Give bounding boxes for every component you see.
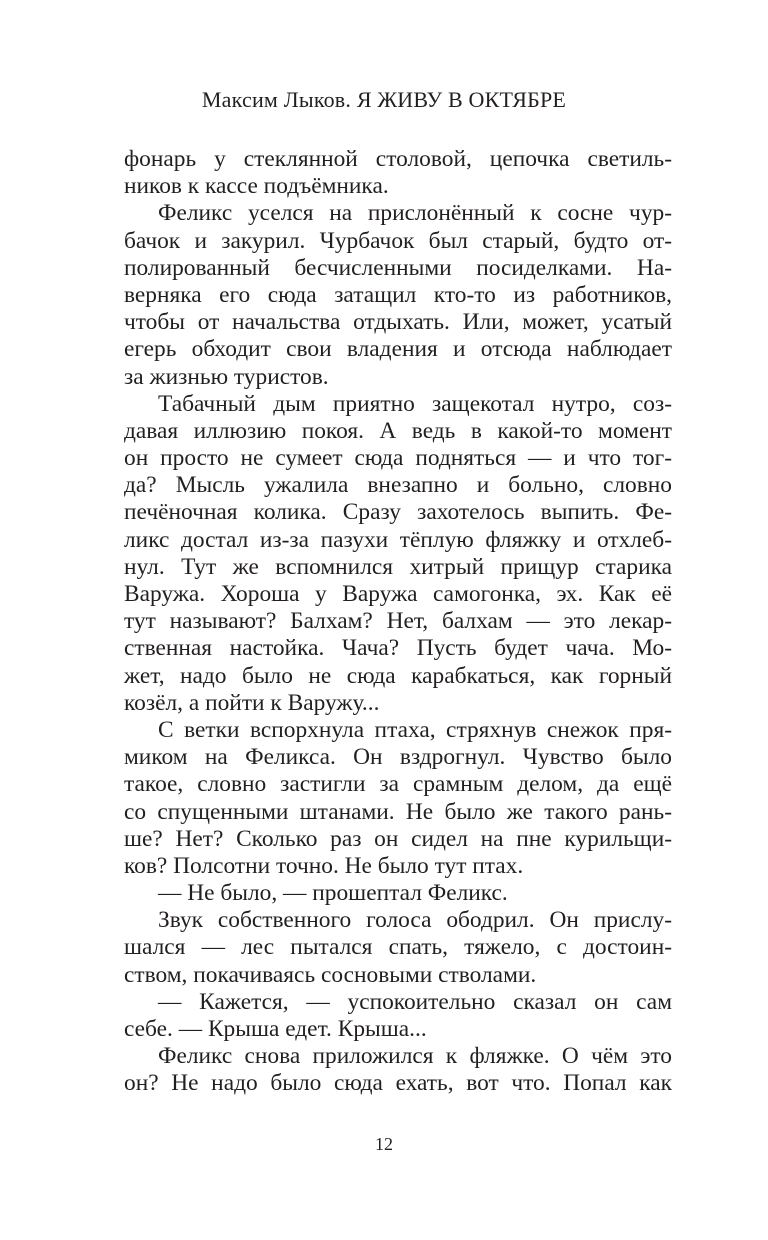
- text-line: полированный бесчисленными посиделками. На-: [124, 254, 672, 281]
- text-line: миком на Феликса. Он вздрогнул. Чувство было: [124, 744, 672, 771]
- paragraph: [124, 880, 672, 907]
- text-line: шался — лес пытался спать, тяжело, с достоин-: [124, 934, 672, 961]
- text-line: чтобы от начальства отдыхать. Или, может, усатый: [124, 309, 672, 336]
- text-line: ше? Нет? Сколько раз он сидел на пне курильщи-: [124, 825, 672, 852]
- text-line: себе. — Крыша едет. Крыша...: [124, 1016, 427, 1042]
- text-line: тут называют? Балхам? Нет, балхам — это лекар-: [124, 608, 672, 635]
- text-line: да? Мысль ужалила внезапно и больно, словно: [124, 472, 672, 499]
- text-line: козёл, а пойти к Варужу...: [124, 689, 380, 716]
- paragraph: [124, 200, 672, 390]
- text-line: ством, покачиваясь сосновыми стволами.: [124, 961, 537, 988]
- paragraph: [124, 989, 672, 1043]
- paragraph: [124, 717, 672, 880]
- paragraph: [124, 146, 672, 200]
- text-line: такое, словно застигли за срамным делом, да ещё: [124, 771, 672, 798]
- text-line: он? Не надо было сюда ехать, вот что. Попал как: [124, 1070, 672, 1097]
- text-line: фонарь у стеклянной столовой, цепочка светиль-: [124, 146, 672, 172]
- paragraph: [124, 1043, 672, 1097]
- page-number: 12: [375, 1134, 393, 1154]
- text-line: жет, надо было не сюда карабкаться, как горный: [124, 662, 672, 689]
- text-line: ственная настойка. Чача? Пусть будет чача. Мо-: [124, 635, 672, 662]
- text-line: он просто не сумеет сюда подняться — и что тог-: [124, 445, 672, 472]
- paragraph: [124, 907, 672, 989]
- running-head-title: Я ЖИВУ В ОКТЯБРЕ: [356, 87, 567, 112]
- running-head-author: Максим Лыков: [201, 87, 346, 112]
- text-line: Варужа. Хороша у Варужа самогонка, эх. Как её: [124, 581, 672, 607]
- running-head: [0, 86, 768, 114]
- text-line: — Не было, — прошептал Феликс.: [158, 880, 508, 907]
- text-line: за жизнью туристов.: [124, 363, 329, 390]
- text-line: — Кажется, — успокоительно сказал он сам: [158, 988, 672, 1015]
- text-line: верняка его сюда затащил кто-то из работников,: [124, 281, 672, 308]
- text-line: Феликс снова приложился к фляжке. О чём это: [158, 1043, 672, 1070]
- body-text: [124, 146, 672, 1098]
- text-line: Табачный дым приятно защекотал нутро, соз-: [158, 390, 672, 417]
- text-line: печёночная колика. Сразу захотелось выпить. Фе-: [124, 499, 672, 526]
- text-line: Звук собственного голоса ободрил. Он прислу-: [158, 907, 672, 934]
- text-line: давая иллюзию покоя. А ведь в какой-то момент: [124, 417, 672, 444]
- text-line: со спущенными штанами. Не было же такого рань-: [124, 798, 672, 825]
- text-line: ликс достал из-за пазухи тёплую фляжку и отхлеб-: [124, 526, 672, 553]
- text-line: егерь обходит свои владения и отсюда наблюдает: [124, 336, 672, 363]
- running-head-separator: .: [345, 87, 352, 112]
- text-line: нул. Тут же вспомнился хитрый прищур старика: [124, 553, 672, 580]
- text-line: С ветки вспорхнула птаха, стряхнув снежок пря-: [158, 716, 672, 743]
- text-line: ков? Полсотни точно. Не было тут птах.: [124, 852, 524, 879]
- text-line: Феликс уселся на прислонённый к сосне чур-: [158, 200, 672, 227]
- paragraph: [124, 391, 672, 717]
- text-line: бачок и закурил. Чурбачок был старый, будто от-: [124, 227, 672, 254]
- text-line: ников к кассе подъёмника.: [124, 173, 389, 200]
